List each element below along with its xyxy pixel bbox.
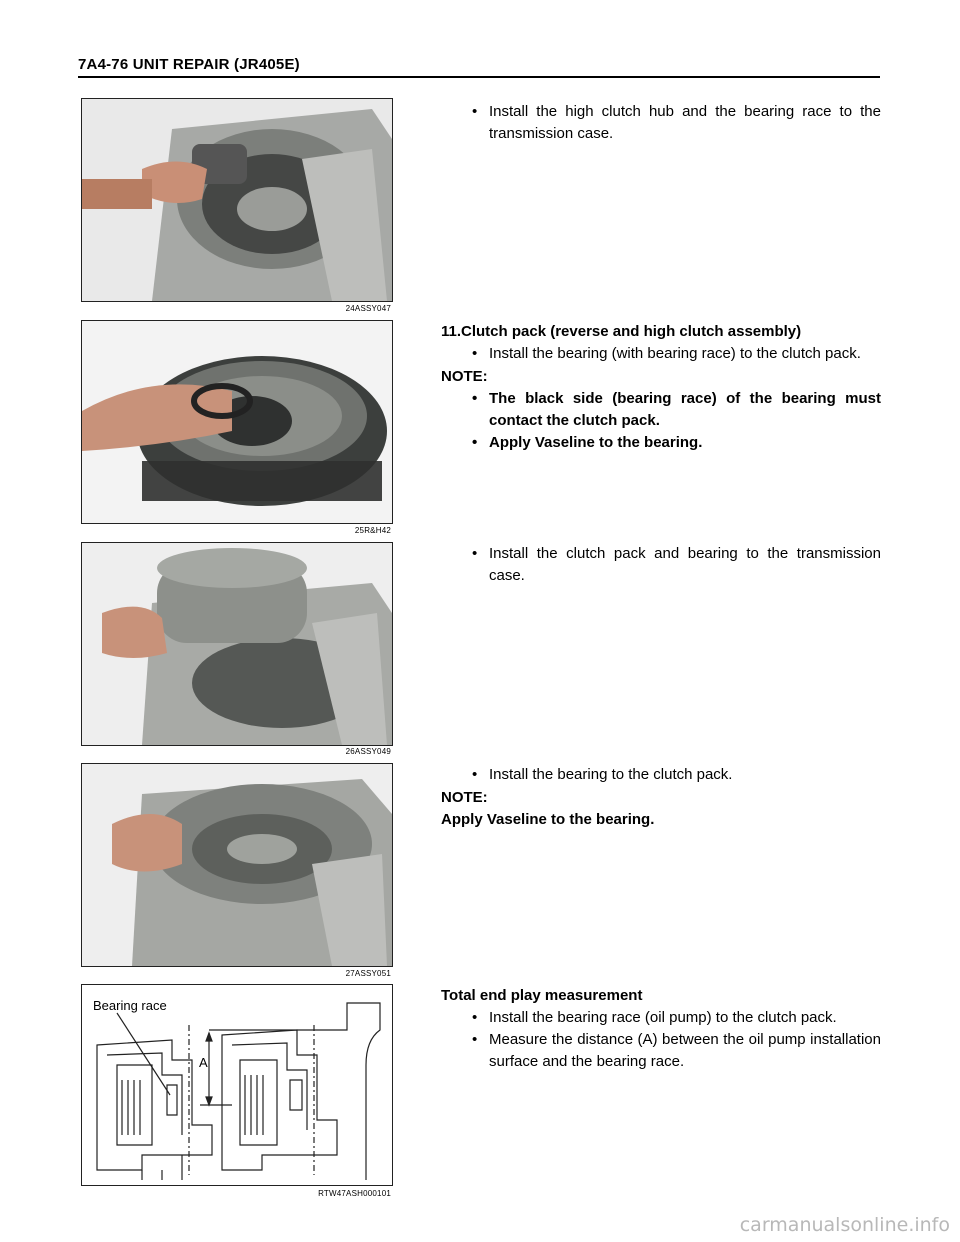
photo-clutch-pack-install (81, 542, 393, 746)
photo-bearing-clutch-pack (81, 763, 393, 967)
photo-high-clutch-hub (81, 98, 393, 302)
diagram-label-bearing-race: Bearing race (93, 998, 167, 1013)
step-heading: 11.Clutch pack (reverse and high clutch assembly) (441, 323, 802, 340)
step-text-4 (441, 764, 881, 831)
instruction-bullet: • Install the clutch pack and bearing to the transmission case. (441, 543, 881, 587)
diagram-end-play (81, 984, 393, 1186)
instruction-bullet: • Install the bearing race (oil pump) to the clutch pack. (441, 1007, 881, 1029)
note-label: NOTE: (441, 368, 488, 385)
photo-caption: 24ASSY047 (345, 304, 391, 313)
photo-caption: 25R&H42 (354, 526, 391, 535)
step-text-1 (441, 101, 881, 145)
instruction-bullet: • Install the bearing (with bearing race) to the clutch pack. (441, 343, 881, 365)
photo-clutch-pack-bearing (81, 320, 393, 524)
step-text-3 (441, 543, 881, 587)
note-bullet: • Apply Vaseline to the bearing. (441, 432, 881, 454)
diagram-label-dimension-a: A (199, 1055, 208, 1070)
watermark: carmanualsonline.info (739, 1214, 950, 1236)
note-label: NOTE: (441, 789, 488, 806)
instruction-bullet: • Measure the distance (A) between the oil pump installation surface and the bearing race. (441, 1029, 881, 1073)
step-text-5 (441, 985, 881, 1073)
note-text: Apply Vaseline to the bearing. (441, 811, 655, 828)
instruction-bullet: • Install the high clutch hub and the bearing race to the transmission case. (441, 101, 881, 145)
step-heading: Total end play measurement (441, 987, 643, 1004)
instruction-bullet: • Install the bearing to the clutch pack. (441, 764, 881, 786)
note-bullet: • The black side (bearing race) of the bearing must contact the clutch pack. (441, 388, 881, 432)
photo-caption: RTW47ASH000101 (318, 1189, 391, 1198)
page-header: 7A4-76 UNIT REPAIR (JR405E) (78, 56, 880, 78)
photo-caption: 26ASSY049 (345, 747, 391, 756)
photo-caption: 27ASSY051 (345, 969, 391, 978)
step-text-2 (441, 321, 881, 454)
